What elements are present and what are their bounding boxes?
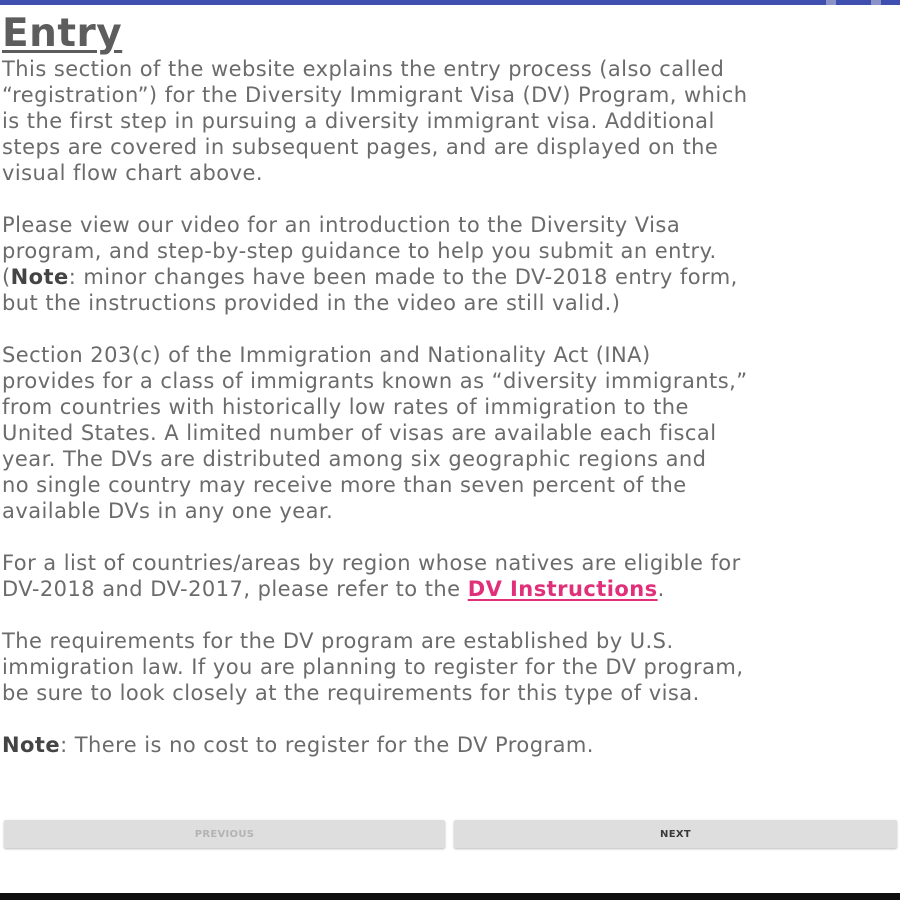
status-mark xyxy=(826,0,836,5)
text-line: visual flow chart above. xyxy=(2,161,263,185)
note-text: : minor changes have been made to the DV-2018 entry form, xyxy=(68,265,738,289)
text-line: but the instructions provided in the video are still valid.) xyxy=(2,291,621,315)
countries-paragraph xyxy=(2,550,898,602)
text-line: Please view our video for an introduction to the Diversity Visa xyxy=(2,213,681,237)
bottom-nav-bar xyxy=(0,893,900,900)
next-button[interactable]: NEXT xyxy=(454,820,897,848)
text-line: immigration law. If you are planning to register for the DV program, xyxy=(2,655,744,679)
note-text: : There is no cost to register for the DV Program. xyxy=(60,733,594,757)
text-line: available DVs in any one year. xyxy=(2,499,334,523)
app-top-bar xyxy=(0,0,900,5)
text-line: is the first step in pursuing a diversity immigrant visa. Additional xyxy=(2,109,715,133)
paren-open: ( xyxy=(2,265,11,289)
intro-paragraph xyxy=(2,56,898,186)
text-line: be sure to look closely at the requirements for this type of visa. xyxy=(2,681,700,705)
text-line: program, and step-by-step guidance to help you submit an entry. xyxy=(2,239,717,263)
text-line: For a list of countries/areas by region whose natives are eligible for xyxy=(2,551,741,575)
text-line: Section 203(c) of the Immigration and Nationality Act (INA) xyxy=(2,343,651,367)
page-title: Entry xyxy=(2,11,123,56)
cost-note-paragraph xyxy=(2,732,898,758)
text-line: from countries with historically low rates of immigration to the xyxy=(2,395,689,419)
video-paragraph xyxy=(2,212,898,316)
entry-content xyxy=(2,12,898,784)
ina-paragraph xyxy=(2,342,898,524)
text-line: The requirements for the DV program are established by U.S. xyxy=(2,629,674,653)
text-prefix: DV-2018 and DV-2017, please refer to the xyxy=(2,577,468,601)
text-suffix: . xyxy=(657,577,665,601)
requirements-paragraph xyxy=(2,628,898,706)
note-label: Note xyxy=(2,733,61,757)
text-line xyxy=(2,576,898,602)
text-line: provides for a class of immigrants known as “diversity immigrants,” xyxy=(2,369,748,393)
text-line: This section of the website explains the entry process (also called xyxy=(2,57,725,81)
previous-button[interactable]: PREVIOUS xyxy=(4,820,445,848)
text-line: no single country may receive more than seven percent of the xyxy=(2,473,687,497)
text-line: “registration”) for the Diversity Immigrant Visa (DV) Program, which xyxy=(2,83,748,107)
note-label: Note xyxy=(10,265,69,289)
text-line: United States. A limited number of visas are available each fiscal xyxy=(2,421,717,445)
text-line: steps are covered in subsequent pages, and are displayed on the xyxy=(2,135,719,159)
dv-instructions-link[interactable]: DV Instructions xyxy=(467,577,658,601)
text-line xyxy=(2,732,898,758)
status-mark xyxy=(871,0,881,5)
text-line: year. The DVs are distributed among six geographic regions and xyxy=(2,447,707,471)
text-line xyxy=(2,264,898,290)
